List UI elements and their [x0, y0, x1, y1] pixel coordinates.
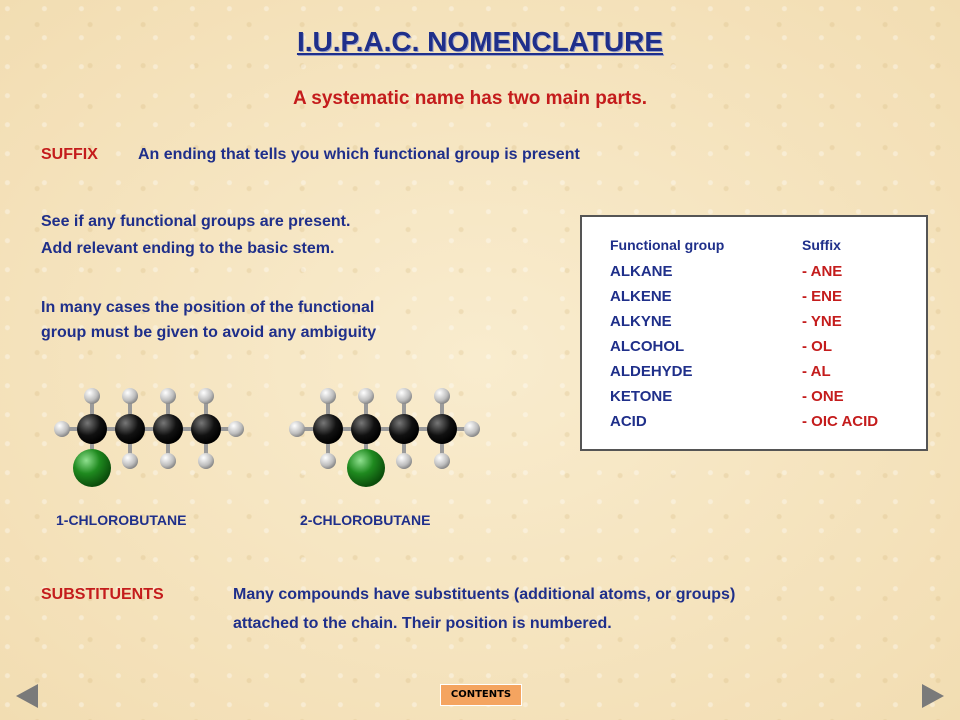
table-row-group: ACID: [610, 413, 647, 430]
hydrogen-atom: [198, 388, 214, 404]
substituents-line-2: attached to the chain. Their position is numbered.: [233, 615, 612, 632]
table-row-group: ALKANE: [610, 263, 673, 280]
page-title: I.U.P.A.C. NOMENCLATURE: [296, 26, 664, 57]
table-header-suffix: Suffix: [802, 237, 841, 253]
hydrogen-atom: [320, 388, 336, 404]
table-row-suffix: - OL: [802, 338, 832, 355]
contents-button[interactable]: CONTENTS: [440, 684, 522, 706]
hydrogen-atom: [198, 453, 214, 469]
previous-slide-arrow-icon[interactable]: [16, 684, 38, 708]
table-row-group: ALKENE: [610, 288, 672, 305]
carbon-atom: [115, 414, 145, 444]
chlorine-atom: [347, 449, 385, 487]
next-slide-arrow-icon[interactable]: [922, 684, 944, 708]
hydrogen-atom: [434, 388, 450, 404]
instruction-line-2: Add relevant ending to the basic stem.: [41, 240, 335, 257]
carbon-atom: [313, 414, 343, 444]
table-row-suffix: - AL: [802, 363, 831, 380]
ambiguity-line-1: In many cases the position of the functional: [41, 299, 375, 316]
instruction-line-1: See if any functional groups are present.: [41, 213, 351, 230]
chlorine-atom: [73, 449, 111, 487]
carbon-atom: [351, 414, 381, 444]
hydrogen-atom: [396, 453, 412, 469]
hydrogen-atom: [84, 388, 100, 404]
molecule-2-chlorobutane: [289, 388, 480, 487]
page-subtitle: A systematic name has two main parts.: [292, 88, 648, 109]
table-row-group: ALDEHYDE: [610, 363, 693, 380]
functional-group-table: [580, 215, 928, 451]
hydrogen-atom: [464, 421, 480, 437]
carbon-atom: [191, 414, 221, 444]
table-row-suffix: - YNE: [802, 313, 842, 330]
substituents-line-1: Many compounds have substituents (additional atoms, or groups): [233, 586, 736, 603]
table-row-suffix: - OIC ACID: [802, 413, 879, 430]
hydrogen-atom: [320, 453, 336, 469]
table-row-suffix: - ANE: [802, 263, 843, 280]
hydrogen-atom: [122, 388, 138, 404]
table-header-group: Functional group: [610, 237, 725, 253]
hydrogen-atom: [228, 421, 244, 437]
hydrogen-atom: [396, 388, 412, 404]
suffix-description: An ending that tells you which functional group is present: [138, 146, 580, 163]
table-row-group: KETONE: [610, 388, 673, 405]
carbon-atom: [77, 414, 107, 444]
molecule-label-1-chlorobutane: 1-CHLOROBUTANE: [56, 512, 187, 528]
hydrogen-atom: [358, 388, 374, 404]
molecule-1-chlorobutane: [54, 388, 244, 487]
substituents-label: SUBSTITUENTS: [41, 586, 164, 603]
carbon-atom: [427, 414, 457, 444]
table-row-suffix: - ONE: [802, 388, 844, 405]
table-row-group: ALKYNE: [610, 313, 672, 330]
ambiguity-line-2: group must be given to avoid any ambiguity: [41, 324, 377, 341]
table-row-suffix: - ENE: [802, 288, 843, 305]
carbon-atom: [389, 414, 419, 444]
molecule-label-2-chlorobutane: 2-CHLOROBUTANE: [300, 512, 431, 528]
hydrogen-atom: [289, 421, 305, 437]
hydrogen-atom: [160, 388, 176, 404]
hydrogen-atom: [160, 453, 176, 469]
carbon-atom: [153, 414, 183, 444]
hydrogen-atom: [434, 453, 450, 469]
suffix-label: SUFFIX: [41, 146, 98, 163]
hydrogen-atom: [122, 453, 138, 469]
table-row-group: ALCOHOL: [610, 338, 685, 355]
hydrogen-atom: [54, 421, 70, 437]
